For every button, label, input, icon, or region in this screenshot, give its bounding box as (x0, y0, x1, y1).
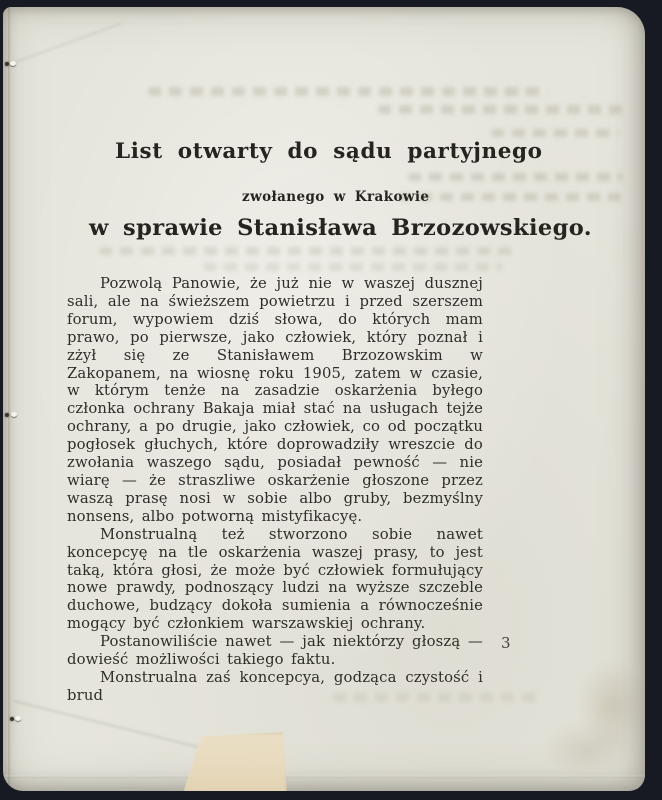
bleedthrough-ghost-line (398, 193, 628, 201)
paper-crease (3, 775, 645, 778)
binding-stitch (5, 410, 21, 420)
paragraph-3: Postanowiliście nawet — jak niektórzy głoszą — dowieść możliwości takiego faktu. (67, 633, 483, 669)
paper-crease (14, 700, 199, 748)
bleedthrough-ghost-line (408, 173, 623, 181)
paragraph-4: Monstrualna zaś koncepcya, godząca czystość i brud (67, 668, 483, 704)
paper-stain (543, 722, 633, 777)
binding-stitch (9, 714, 25, 724)
bleedthrough-ghost-line (203, 263, 503, 271)
binding-stitch (4, 59, 20, 69)
bleedthrough-ghost-line (148, 87, 548, 96)
body-text (67, 275, 483, 705)
page-title-line-2: zwołanego w Krakowie (242, 189, 430, 205)
paragraph-2: Monstrualną też stworzono sobie nawet koncepcyę na tle oskarżenia waszej prasy, to jest taką, która głosi, że może być człowiek formułujący nowe prawdy, podnoszący ludzi na wyższe szczeble duchowe, budzący dokoła sumienia a równocześnie mogący być członkiem warszawskiej ochrany. (67, 525, 483, 633)
bleedthrough-ghost-line (491, 129, 619, 137)
tape-repair (183, 731, 287, 791)
paragraph-1: Pozwolą Panowie, że już nie w waszej dusznej sali, ale na świeższem powietrzu i przed szerszem forum, wypowiem dziś słowa, do których mam prawo, po pierwsze, jako człowiek, który poznał i zżył się ze Stanisławem Brzozowskim w Zakopanem, na wiosnę roku 1905, zatem w czasie, w którym tenże na zasadzie oskarżenia byłego członka ochrany Bakaja miał stać na usługach tejże ochrany, a po drugie, jako człowiek, co od początku pogłosek głuchych, które doprowadziły wreszcie do zwołania waszego sądu, posiadał pewność — nie wiarę — że straszliwe oskarżenie głoszone przez waszą prasę nosi w sobie albo gruby, bezmyślny nonsens, albo potworną mistyfikacyę. (67, 275, 483, 525)
bleedthrough-ghost-line (378, 105, 628, 114)
page-title-line-1: List otwarty do sądu partyjnego (115, 139, 543, 164)
scanned-page (3, 7, 645, 791)
page-number: 3 (501, 634, 512, 652)
paper-crease (8, 23, 121, 66)
page-title-line-3: w sprawie Stanisława Brzozowskiego. (89, 215, 593, 241)
bleedthrough-ghost-line (99, 247, 519, 255)
paper-crease (8, 7, 11, 791)
